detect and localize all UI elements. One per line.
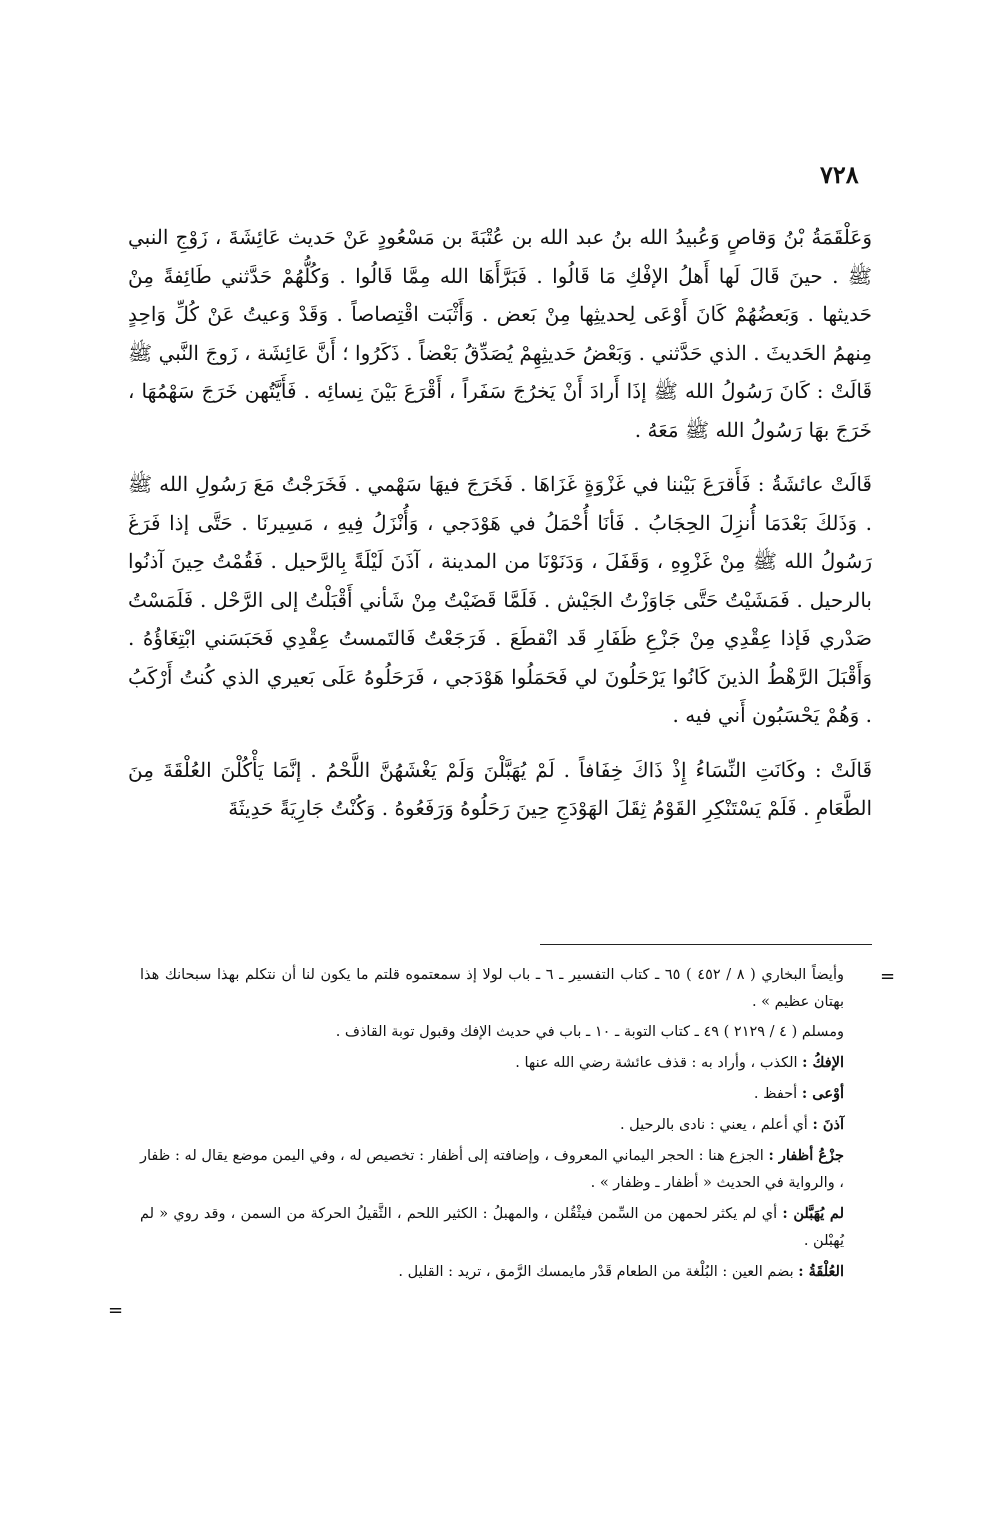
paragraph-1: وَعَلْقَمَةُ بْنُ وَقاصٍ وَعُبيدُ الله بنُ عبد الله بن عُتْبَةَ بن مَسْعُودٍ عَنْ حَديث عَائِشَةَ ، زَوْجِ النبي ﷺ . حينَ قَالَ لَها أَهلُ الإفْكِ مَا قَالُوا . فَبَرَّأَهَا الله مِمَّا قَالُوا . وَكُلُّهُمْ حَدَّثني طَائِفةً مِنْ حَديثها . وَبَعضُهُمْ كَانَ أَوْعَى لِحديثِها مِنْ بَعض . وَأَثْبَت اقْتِصاصاً . وَقَدْ وَعيتُ عَنْ كُلِّ وَاحِدٍ مِنهمُ الحَديثَ . الذي حَدَّثني . وَبَعْضُ حَديثِهِمْ يُصَدِّقُ بَعْضاً . ذَكَرُوا ؛ أَنَّ عَائِشَة ، زَوجَ النَّبي ﷺ قَالَتْ : كَانَ رَسُولُ الله ﷺ إذَا أَرادَ أَنْ يَخرُجَ سَفَراً ، أَقْرَعَ بَيْنَ نِسائِه . فَأَيَّتُهن خَرَجَ سَهْمُهَا ، خَرَجَ بهَا رَسُولُ الله ﷺ مَعَهُ .: [128, 225, 873, 442]
footnote-text: أحفظ .: [753, 1086, 798, 1102]
continuation-mark-top: =: [880, 966, 896, 987]
footnote-term: لم يُهَبَّلن :: [782, 1205, 844, 1222]
footnote-text: بضم العين : البُلْغة من الطعام قَدْر مايمسك الرَّمق ، تريد : القليل .: [398, 1264, 794, 1280]
paragraph-2: قَالَتْ عائشَةُ : فَأَقرَعَ بَيْننا في غَزْوَةٍ غَزَاهَا . فَخَرَجَ فيهَا سَهْمي . فَخَرَجْتُ مَعَ رَسُولِ الله ﷺ . وَذَلكَ بَعْدَمَا أُنزِلَ الحِجَابُ . فَأنَا أُحْمَلُ في هَوْدَجي ، وَأُنْزَلُ فِيهِ ، مَسِيرنَا . حَتَّى إذا فَرَغَ رَسُولُ الله ﷺ مِنْ غَزْوِهِ ، وَقَفَلَ ، وَدَنَوْنَا من المدينة ، آذَنَ لَيْلَةً بِالرَّحيل . فَقُمْتُ حِينَ آذنُوا بالرحيل . فَمَشَيْتُ حَتَّى جَاوَزْتُ الجَيْش . فَلَمَّا قَضَيْتُ مِنْ شَأني أَقْبَلْتُ إلى الرَّحْل . فَلَمَسْتُ صَدْري فَإذا عِقْدِي مِنْ جَزْعِ ظَفَارِ قَد انْقطَعَ . فَرَجَعْتُ فَالتَمستُ عِقْدِي فَحَبَسَني ابْتِغَاؤُهُ . وَأَقْبَلَ الرَّهْطُ الذينَ كَانُوا يَرْحَلُونَ لي فَحَمَلُوا هَوْدَجي ، فَرَحَلُوهُ عَلَى بَعيري الذي كُنتُ أَرْكَبُ . وَهُمْ يَحْسَبُون أَني فيه .: [128, 472, 872, 727]
footnote-text: أي أعلم ، يعني : نادى بالرحيل .: [619, 1117, 808, 1133]
footnote-text: الكذب ، وأراد به : قذف عائشة رضي الله عنها .: [515, 1055, 798, 1071]
footnote-term: العُلْقَةُ :: [798, 1263, 844, 1280]
footnote-text: أي لم يكثر لحمهن من السِّمن فيثْقُلن ، والمهبلُ : الكثير اللحم ، الثَّقيلُ الحركة من السمن ، وقد روي « لم يُهبْلن .: [140, 1206, 844, 1249]
footnote: [140, 1142, 844, 1197]
footnote: [140, 1049, 844, 1077]
page-number: ٧٢٨: [820, 160, 859, 189]
footnote-text: وأيضاً البخاري ( ٨ / ٤٥٢ ) ٦٥ ـ كتاب التفسير ـ ٦ ـ باب لولا إذ سمعتموه قلتم ما يكون لنا أن نتكلم بهذا سبحانك هذا بهتان عظيم » .: [140, 967, 844, 1010]
main-text: [128, 218, 872, 844]
footnote: [140, 1019, 844, 1046]
continuation-mark-bottom: =: [108, 1300, 124, 1321]
footnote-term: أوْعى :: [801, 1085, 844, 1102]
footnote-term: آذنَ :: [812, 1116, 844, 1133]
footnote: [140, 1111, 844, 1139]
footnote-term: الإفكُ :: [802, 1054, 844, 1071]
paragraph-3: قَالَتْ : وكَانَتِ النِّسَاءُ إِذْ ذَاكَ خِفَافاً . لَمْ يُهَبَّلْنَ وَلَمْ يَغْشَهُنَّ اللَّحْمُ . إنَّمَا يَأْكُلْنَ العُلْقَةَ مِنَ الطَّعَامِ . فَلَمْ يَسْتَنْكِرِ القَوْمُ ثِقَلَ الهَوْدَجِ حِينَ رَحَلُوهُ وَرَفَعُوهُ . وَكُنْتُ جَارِيَةً حَدِيثَةَ: [128, 757, 873, 820]
footnotes: [140, 962, 844, 1289]
footnote-term: جزْعُ أظفار :: [768, 1147, 844, 1164]
footnote: [140, 1080, 844, 1108]
footnote: [140, 1258, 844, 1286]
footnote-text: الجزع هنا : الحجر اليماني المعروف ، وإضافته إلى أظفار : تخصيص له ، وفي اليمن موضع يقال له : ظفار ، والرواية في الحديث « أظفار ـ وظفار » .: [140, 1148, 844, 1191]
footnote: [140, 1200, 844, 1255]
footnote-text: ومسلم ( ٤ / ٢١٢٩ ) ٤٩ ـ كتاب التوبة ـ ١٠ ـ باب في حديث الإفك وقبول توبة القاذف .: [335, 1024, 844, 1040]
footnote: [140, 962, 844, 1016]
footnote-divider: [540, 944, 872, 945]
